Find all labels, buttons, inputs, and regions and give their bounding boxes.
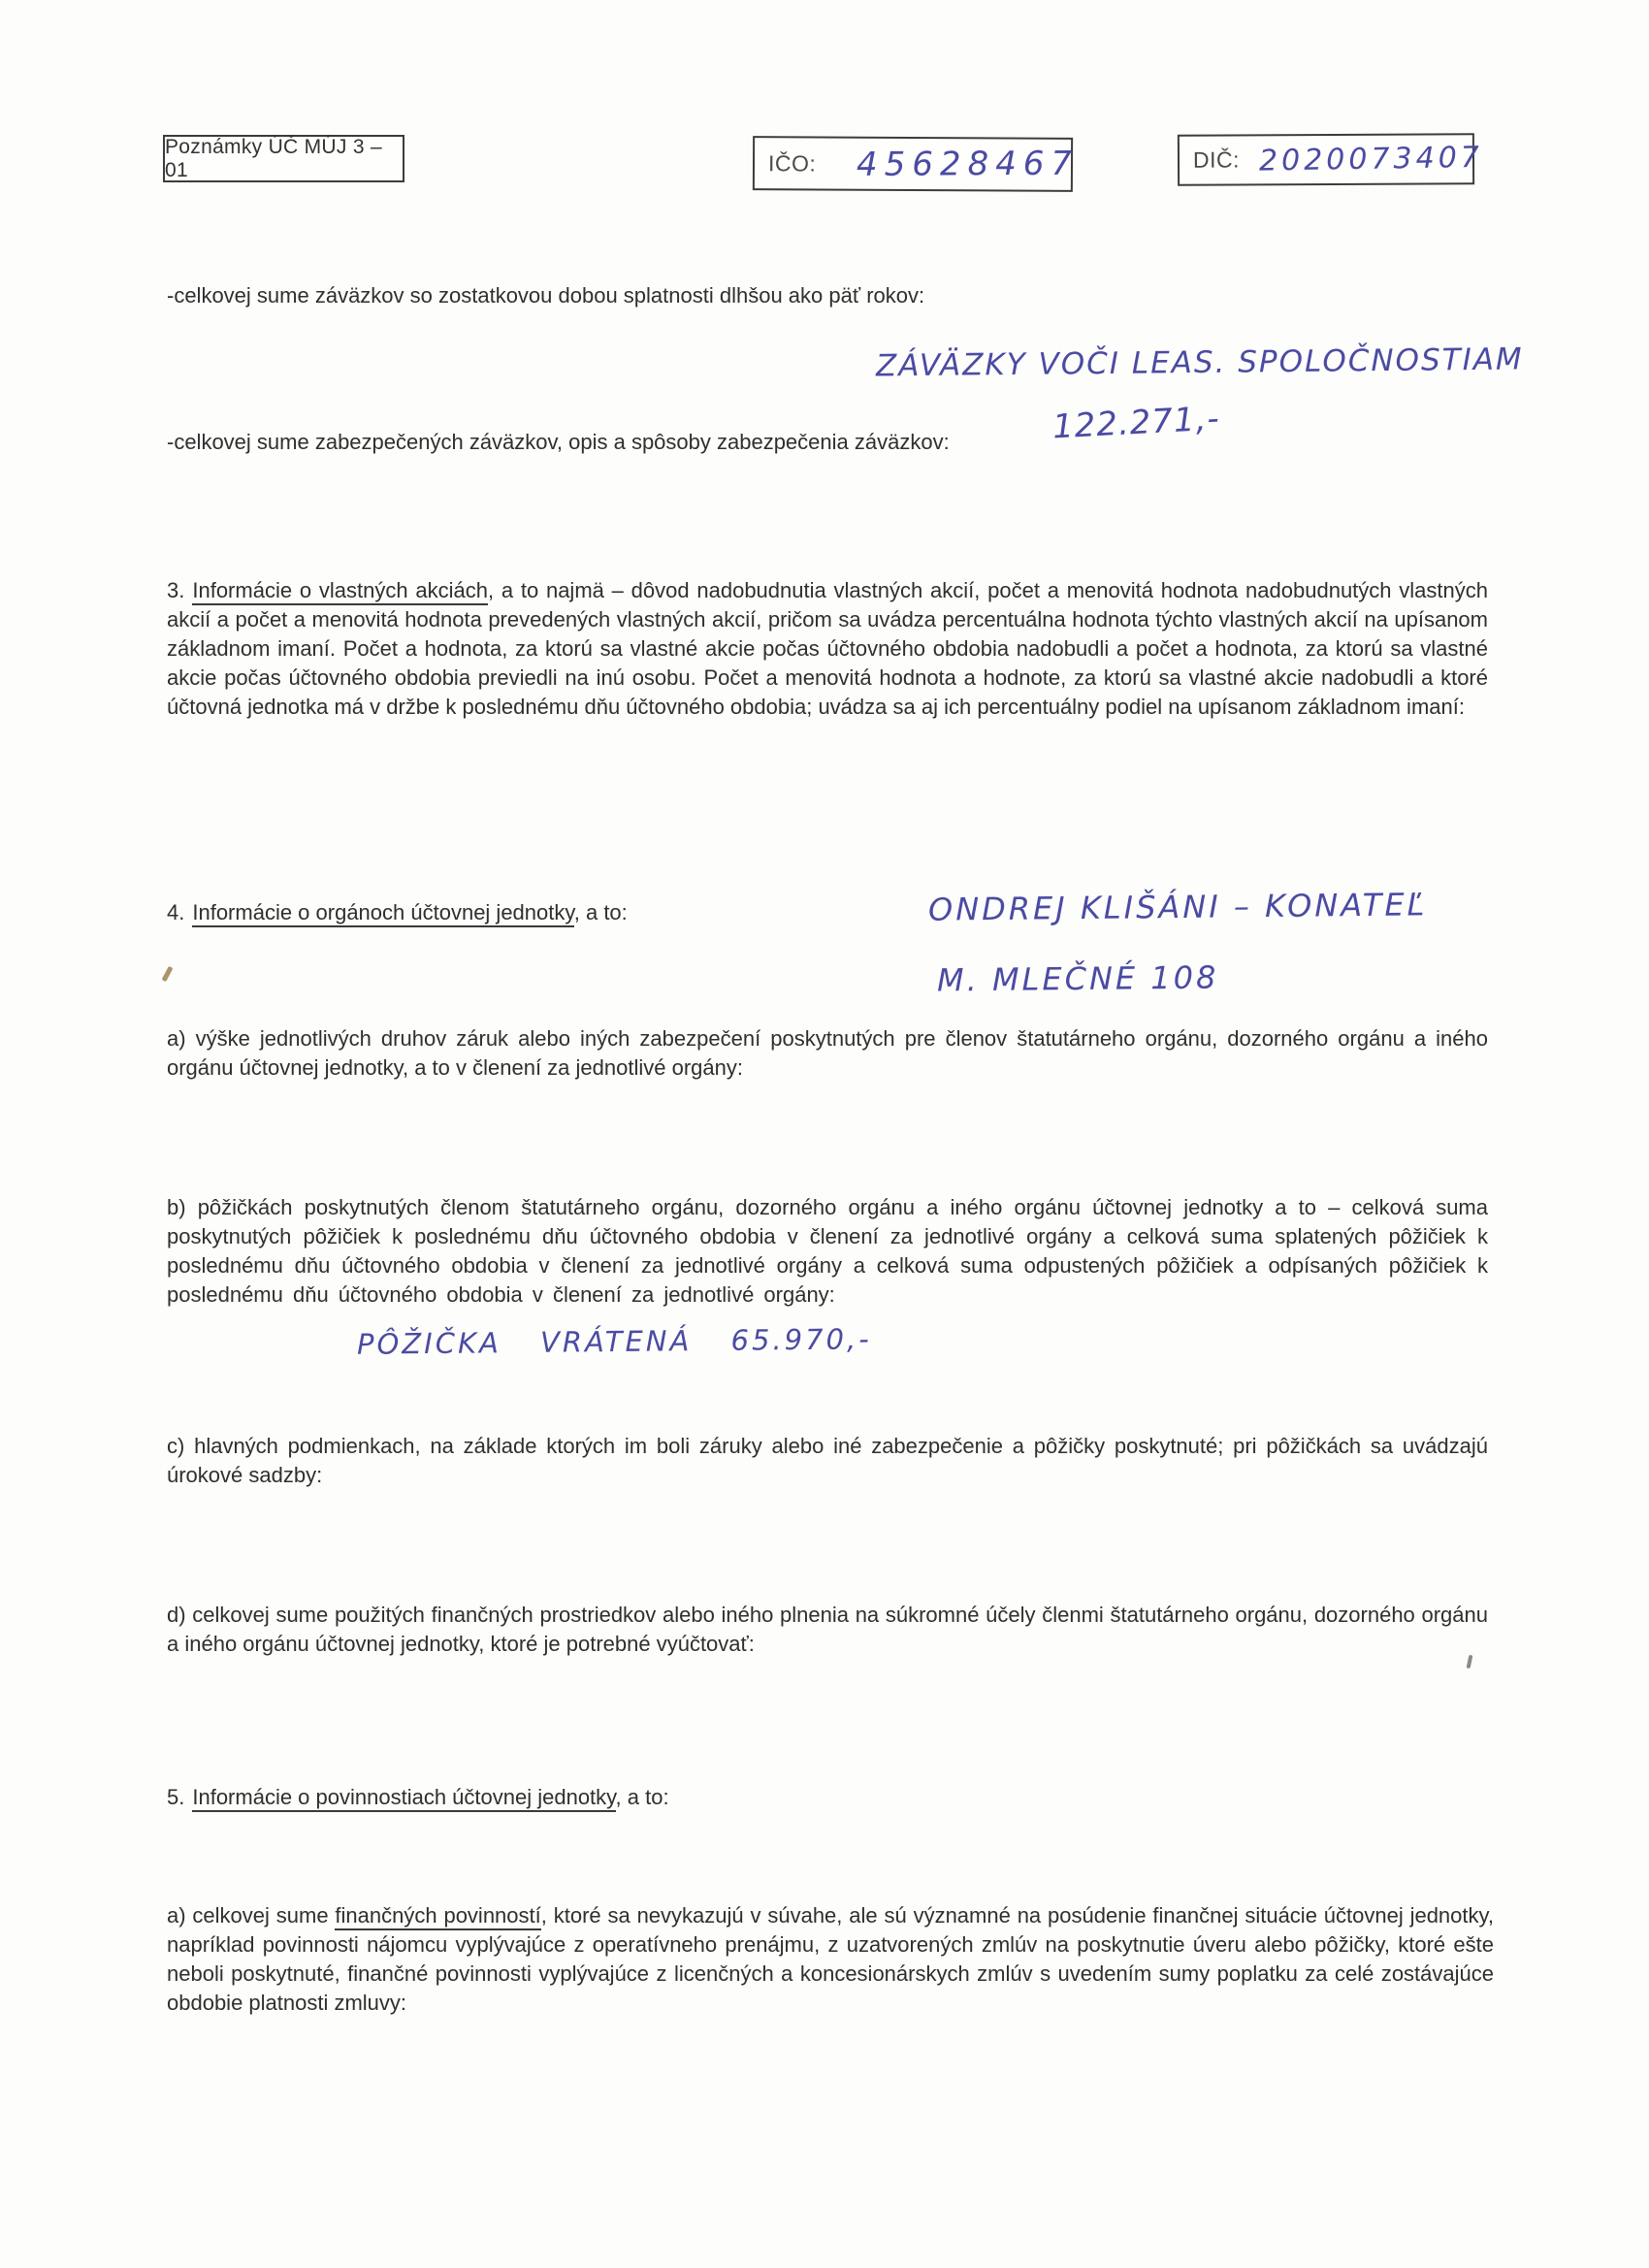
section-3-number: 3.: [167, 578, 185, 602]
dic-label: DIČ:: [1192, 146, 1241, 173]
ico-label: IČO:: [767, 149, 817, 176]
section-4-number: 4.: [167, 900, 185, 924]
section-4-item-b-text: b) pôžičkách poskytnutých členom štatutárneho orgánu, dozorného orgánu a iného orgánu účtovnej jednotky a to – celková suma poskytnutých pôžičiek k poslednému dňu účtovného obdobia v členení za jednotlivé orgány a celková suma splatených pôžičiek k poslednému dňu účtovného obdobia v členení za jednotlivé orgány a celková suma odpustených pôžičiek a odpísaných pôžičiek k poslednému dňu účtovného obdobia v členení za jednotlivé orgány:: [167, 1195, 1488, 1307]
section-5-item-a: [167, 1901, 1494, 2018]
section-3-text: , a to najmä – dôvod nadobudnutia vlastných akcií, počet a menovitá hodnota nadobudnutých vlastných akcií a počet a menovitá hodnota prevedených vlastných akcií, pričom sa uvádza percentuálna hodnota týchto vlastných akcií na upísanom základnom imaní. Počet a hodnota, za ktorú sa vlastné akcie počas účtovného obdobia nadobudli a počet a hodnota, za ktorú sa vlastné akcie počas účtovného obdobia previedli na inú osobu. Počet a menovitá hodnota a hodnote, za ktorú sa vlastné akcie nadobudli a ktoré účtovná jednotka má v držbe k poslednému dňu účtovného obdobia; uvádza sa aj ich percentuálny podiel na upísanom základnom imaní:: [167, 578, 1489, 719]
dic-handwritten-value: 2020073407: [1258, 140, 1484, 178]
handwritten-person-name: ONDREJ KLIŠÁNI – KONATEĽ: [927, 886, 1428, 928]
ico-handwritten-value: 45628467: [857, 144, 1080, 184]
section-5-item-a-rest: , ktoré sa nevykazujú v súvahe, ale sú významné na posúdenie finančnej situácie účtovnej jednotky, napríklad povinnosti nájomcu vyplývajúce z operatívneho prenájmu, z uzatvorených zmlúv na poskytnutie úveru alebo pôžičky, ktoré ešte neboli poskytnuté, finančné povinnosti vyplývajúce z licenčných a koncesionárskych zmlúv s uvedením sumy poplatku za celé zostávajúce obdobie platnosti zmluvy:: [167, 1903, 1494, 2015]
handwritten-loan-note: PÔŽIČKA VRÁTENÁ 65.970,-: [356, 1322, 872, 1361]
section-3-title: Informácie o vlastných akciách: [192, 578, 488, 605]
section-4-item-c-text: c) hlavných podmienkach, na základe ktorých im boli záruky alebo iné zabezpečenie a pôžičky poskytnuté; pri pôžičkách sa uvádzajú úrokové sadzby:: [167, 1434, 1488, 1487]
handwritten-address: M. MLEČNÉ 108: [936, 958, 1219, 999]
section-5-item-a-prefix: a) celkovej sume: [167, 1903, 336, 1928]
ico-field-box: [753, 136, 1080, 192]
section-5-item-a-underlined: finančných povinností: [335, 1903, 540, 1930]
item-secured-liabilities: [167, 428, 1505, 457]
section-4-heading-suffix: , a to:: [573, 900, 628, 924]
form-title-box: [163, 135, 404, 182]
section-4-item-d: [167, 1601, 1488, 1659]
ink-speck: [162, 966, 174, 982]
section-5-heading-suffix: , a to:: [615, 1785, 669, 1809]
section-4-item-a: [167, 1024, 1488, 1083]
section-4-title: Informácie o orgánoch účtovnej jednotky: [192, 900, 573, 927]
item-secured-liabilities-text: -celkovej sume zabezpečených záväzkov, opis a spôsoby zabezpečenia záväzkov:: [167, 430, 950, 454]
dic-field-box: [1178, 133, 1484, 186]
handwritten-liabilities-amount: 122.271,-: [1051, 399, 1221, 447]
section-4-heading: [167, 898, 962, 927]
section-5-title: Informácie o povinnostiach účtovnej jednotky: [192, 1785, 615, 1812]
form-title: Poznámky ÚČ MÚJ 3 – 01: [165, 135, 382, 181]
item-liabilities-over-5-years-text: -celkovej sume záväzkov so zostatkovou dobou splatnosti dlhšou ako päť rokov:: [167, 283, 925, 308]
section-5-number: 5.: [167, 1785, 185, 1809]
section-4-item-c: [167, 1432, 1488, 1490]
item-liabilities-over-5-years: [167, 281, 1505, 310]
handwritten-liabilities-note: ZÁVÄZKY VOČI LEAS. SPOLOČNOSTIAM: [875, 341, 1524, 384]
section-3-paragraph: [167, 576, 1488, 722]
section-5-heading: [167, 1783, 1040, 1812]
section-4-item-b: [167, 1193, 1488, 1310]
section-4-item-d-text: d) celkovej sume použitých finančných prostriedkov alebo iného plnenia na súkromné účely členmi štatutárneho orgánu, dozorného orgánu a iného orgánu účtovnej jednotky, ktoré je potrebné vyúčtovať:: [167, 1603, 1488, 1656]
section-4-item-a-text: a) výške jednotlivých druhov záruk alebo iných zabezpečení poskytnutých pre členov štatutárneho orgánu, dozorného orgánu a iného orgánu účtovnej jednotky, a to v členení za jednotlivé orgány:: [167, 1026, 1488, 1080]
